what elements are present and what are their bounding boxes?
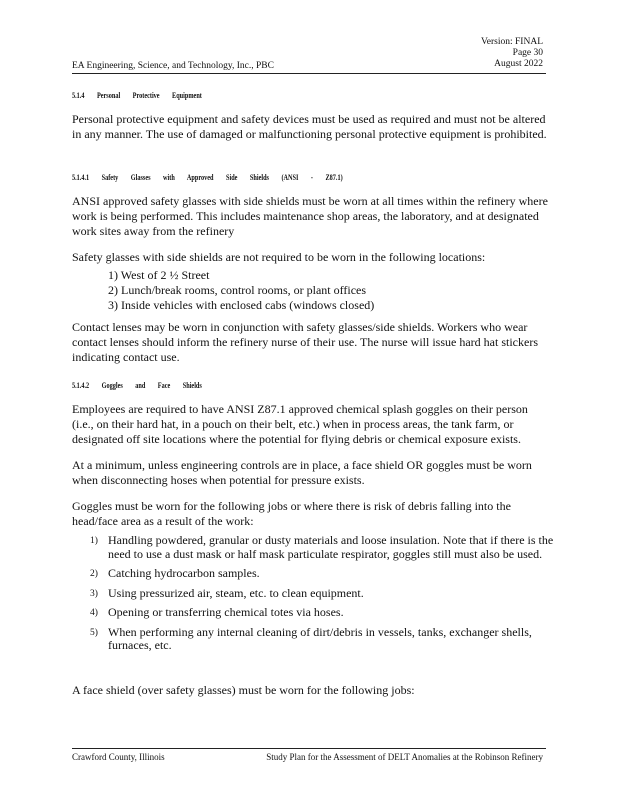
contact-lenses-paragraph: Contact lenses may be worn in conjunction with safety glasses/side shields. Workers who wear contact lenses should inform the refinery nurse of their use. The nurse will issue hard hat stickers indicating contact use.: [72, 320, 538, 364]
footer-divider: [72, 748, 546, 749]
list-text: When performing any internal cleaning of dirt/debris in vessels, tanks, exchanger shells, furnaces, etc.: [108, 624, 532, 652]
version-label: Version: FINAL: [480, 37, 543, 47]
list-item: [90, 567, 560, 581]
ppe-paragraph: Personal protective equipment and safety devices must be used as required and must not be altered in any manner. The use of damaged or malfunctioning personal protective equipment is prohibited.: [72, 112, 547, 141]
list-item: 1) West of 2 ½ Street: [108, 268, 210, 282]
face-shield-jobs-intro: A face shield (over safety glasses) must be worn for the following jobs:: [72, 683, 415, 697]
list-number: 5): [90, 627, 98, 638]
section-heading-5-1-4: 5.1.4 Personal Protective Equipment: [72, 91, 202, 100]
list-item: [90, 534, 560, 561]
page-header-meta: [481, 37, 543, 70]
list-item: 3) Inside vehicles with enclosed cabs (windows closed): [108, 298, 375, 312]
list-item: [90, 606, 560, 620]
list-text: Catching hydrocarbon samples.: [108, 566, 260, 580]
goggles-requirement-paragraph: Employees are required to have ANSI Z87.1 approved chemical splash goggles on their person (i.e., on their hard hat, in a pouch on their belt, etc.) when in process areas, the tank farm, or designated off site locations where the potential for flying debris or chemical exposure exists.: [72, 402, 528, 446]
goggle-jobs-intro: Goggles must be worn for the following jobs or where there is risk of debris falling into the head/face area as a result of the work:: [72, 499, 511, 528]
footer-location: Crawford County, Illinois: [72, 752, 165, 762]
list-number: 4): [90, 608, 98, 618]
list-number: 2): [90, 569, 98, 579]
list-item: [90, 587, 560, 601]
list-text: Handling powdered, granular or dusty materials and loose insulation. Note that if there is the need to use a dust mask or half mask particulate respirator, goggles still must also be used.: [108, 533, 554, 561]
exempt-locations-intro: Safety glasses with side shields are not required to be worn in the following locations:: [72, 250, 486, 264]
document-date: August 2022: [494, 59, 543, 69]
exempt-locations-list: [108, 268, 552, 313]
list-number: 3): [90, 588, 98, 599]
list-text: Opening or transferring chemical totes via hoses.: [108, 605, 344, 619]
section-heading-5-1-4-1: 5.1.4.1 Safety Glasses with Approved Side Shields (ANSI - Z87.1): [72, 173, 343, 182]
list-number: 1): [90, 536, 98, 546]
list-item: [90, 626, 560, 653]
page-number: Page 30: [512, 48, 543, 58]
goggle-jobs-list: [90, 534, 560, 659]
section-heading-5-1-4-2: 5.1.4.2 Goggles and Face Shields: [72, 381, 202, 390]
company-name: EA Engineering, Science, and Technology, Inc., PBC: [72, 61, 274, 71]
safety-glasses-paragraph: ANSI approved safety glasses with side shields must be worn at all times within the refinery where work is being performed. This includes maintenance shop areas, the laboratory, and at designated work sites away from the refinery: [72, 194, 548, 238]
list-item: 2) Lunch/break rooms, control rooms, or plant offices: [108, 283, 367, 297]
header-divider: [72, 73, 546, 74]
list-text: Using pressurized air, steam, etc. to clean equipment.: [108, 585, 364, 600]
face-shield-minimum-paragraph: At a minimum, unless engineering controls are in place, a face shield OR goggles must be worn when disconnecting hoses when potential for pressure exists.: [72, 458, 532, 487]
footer-document-title: Study Plan for the Assessment of DELT Anomalies at the Robinson Refinery: [266, 752, 543, 762]
